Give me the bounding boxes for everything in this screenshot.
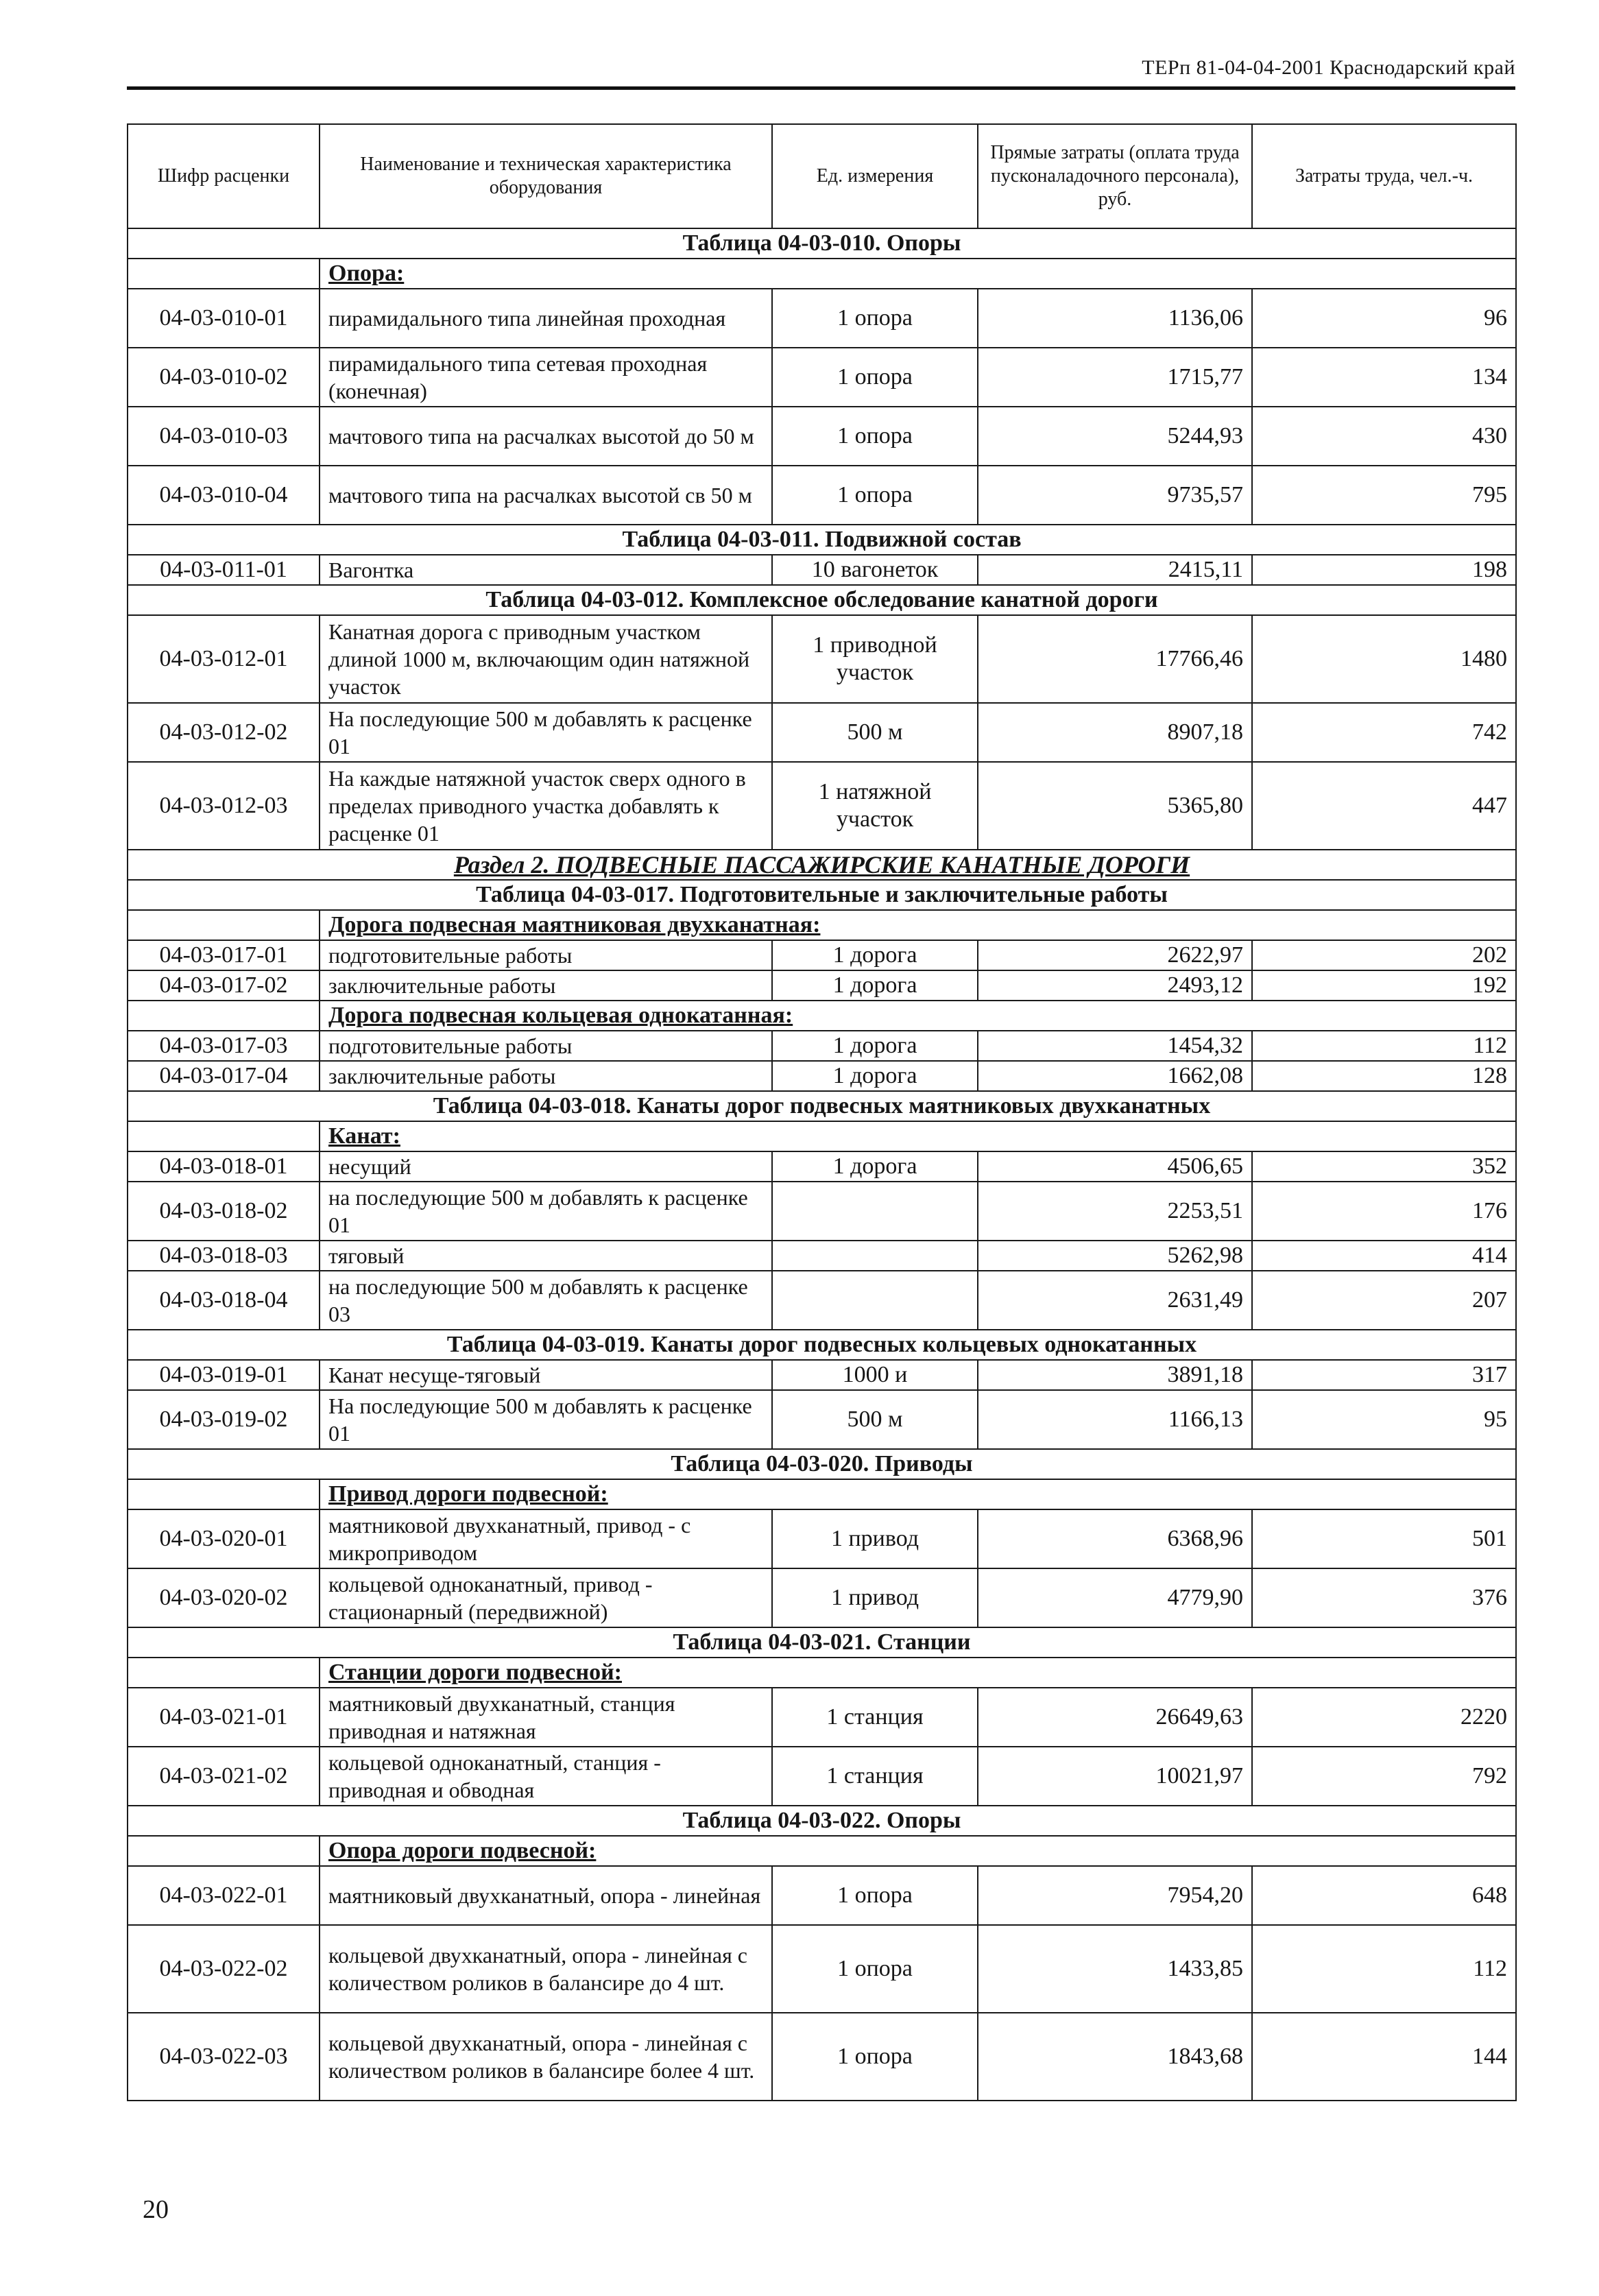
group-title: Привод дороги подвесной: [320, 1479, 1516, 1509]
group-row [128, 259, 1516, 289]
table-row [128, 407, 1516, 466]
rate-unit [772, 1271, 978, 1330]
table-row [128, 1360, 1516, 1390]
rate-labor: 176 [1252, 1182, 1516, 1241]
group-title: Опора: [320, 259, 1516, 289]
rate-cost: 2622,97 [978, 940, 1252, 970]
rate-name: на последующие 500 м добавлять к расценке 03 [320, 1271, 772, 1330]
rate-code: 04-03-020-01 [128, 1509, 320, 1568]
rate-labor: 1480 [1252, 615, 1516, 703]
rate-unit: 500 м [772, 703, 978, 762]
rate-code: 04-03-018-04 [128, 1271, 320, 1330]
rate-name: На последующие 500 м добавлять к расценке 01 [320, 1390, 772, 1449]
group-code-cell [128, 1836, 320, 1866]
table-caption: Таблица 04-03-011. Подвижной состав [128, 525, 1516, 555]
table-caption: Таблица 04-03-017. Подготовительные и заключительные работы [128, 880, 1516, 910]
table-caption-row [128, 850, 1516, 880]
rate-cost: 1166,13 [978, 1390, 1252, 1449]
group-title: Дорога подвесная маятниковая двухканатная: [320, 910, 1516, 940]
rate-labor: 96 [1252, 289, 1516, 348]
rate-unit: 1 опора [772, 466, 978, 525]
table-row [128, 555, 1516, 585]
column-header-labor: Затраты труда, чел.-ч. [1252, 124, 1516, 228]
table-row [128, 703, 1516, 762]
rate-labor: 414 [1252, 1241, 1516, 1271]
rate-unit: 1 опора [772, 289, 978, 348]
rate-unit: 1 дорога [772, 970, 978, 1001]
rate-labor: 648 [1252, 1866, 1516, 1925]
group-row [128, 1479, 1516, 1509]
rate-cost: 26649,63 [978, 1688, 1252, 1747]
rate-cost: 9735,57 [978, 466, 1252, 525]
rate-name: На последующие 500 м добавлять к расценке 01 [320, 703, 772, 762]
rate-name: на последующие 500 м добавлять к расценке 01 [320, 1182, 772, 1241]
table-row [128, 1271, 1516, 1330]
table-header [128, 124, 1516, 228]
rate-cost: 2415,11 [978, 555, 1252, 585]
table-caption: Таблица 04-03-018. Канаты дорог подвесных маятниковых двухканатных [128, 1091, 1516, 1121]
section-title: Раздел 2. ПОДВЕСНЫЕ ПАССАЖИРСКИЕ КАНАТНЫЕ ДОРОГИ [128, 850, 1516, 880]
column-header-name: Наименование и техническая характеристика оборудования [320, 124, 772, 228]
rate-labor: 144 [1252, 2013, 1516, 2101]
rate-cost: 4779,90 [978, 1568, 1252, 1627]
rate-name: кольцевой одноканатный, привод - стационарный (передвижной) [320, 1568, 772, 1627]
rate-name: кольцевой двухканатный, опора - линейная с количеством роликов в балансире более 4 шт. [320, 2013, 772, 2101]
rate-unit: 1 опора [772, 2013, 978, 2101]
rate-name: Вагонтка [320, 555, 772, 585]
table-row [128, 1925, 1516, 2013]
rate-unit: 1 опора [772, 407, 978, 466]
rate-cost: 17766,46 [978, 615, 1252, 703]
rate-labor: 352 [1252, 1151, 1516, 1182]
table-row [128, 1241, 1516, 1271]
rate-name: мачтового типа на расчалках высотой св 50 м [320, 466, 772, 525]
rate-name: Канат несуще-тяговый [320, 1360, 772, 1390]
group-row [128, 1001, 1516, 1031]
column-header-unit: Ед. измерения [772, 124, 978, 228]
table-caption: Таблица 04-03-022. Опоры [128, 1806, 1516, 1836]
column-header-code: Шифр расценки [128, 124, 320, 228]
group-code-cell [128, 1121, 320, 1151]
rate-code: 04-03-012-03 [128, 762, 320, 850]
rate-cost: 1136,06 [978, 289, 1252, 348]
rate-unit: 10 вагонеток [772, 555, 978, 585]
rate-code: 04-03-020-02 [128, 1568, 320, 1627]
rate-labor: 742 [1252, 703, 1516, 762]
page-header [127, 48, 1515, 90]
rate-code: 04-03-012-02 [128, 703, 320, 762]
rate-labor: 501 [1252, 1509, 1516, 1568]
rate-cost: 7954,20 [978, 1866, 1252, 1925]
table-caption-row [128, 1449, 1516, 1479]
rate-labor: 112 [1252, 1925, 1516, 2013]
rate-unit: 1000 и [772, 1360, 978, 1390]
table-row [128, 1031, 1516, 1061]
table-row [128, 289, 1516, 348]
table-row [128, 1568, 1516, 1627]
rate-cost: 5244,93 [978, 407, 1252, 466]
rate-code: 04-03-022-02 [128, 1925, 320, 2013]
table-caption-row [128, 228, 1516, 259]
rate-unit: 1 станция [772, 1747, 978, 1806]
group-title: Станции дороги подвесной: [320, 1658, 1516, 1688]
table-row [128, 1747, 1516, 1806]
table-row [128, 348, 1516, 407]
rate-labor: 198 [1252, 555, 1516, 585]
rate-code: 04-03-018-03 [128, 1241, 320, 1271]
rate-unit: 1 опора [772, 348, 978, 407]
rate-code: 04-03-011-01 [128, 555, 320, 585]
group-code-cell [128, 1001, 320, 1031]
table-caption-row [128, 1627, 1516, 1658]
rate-code: 04-03-017-03 [128, 1031, 320, 1061]
rate-cost: 2493,12 [978, 970, 1252, 1001]
rate-labor: 95 [1252, 1390, 1516, 1449]
rate-cost: 1433,85 [978, 1925, 1252, 2013]
group-row [128, 1836, 1516, 1866]
rate-code: 04-03-018-02 [128, 1182, 320, 1241]
rate-cost: 1715,77 [978, 348, 1252, 407]
rate-name: тяговый [320, 1241, 772, 1271]
rate-labor: 2220 [1252, 1688, 1516, 1747]
rate-unit: 1 натяжной участок [772, 762, 978, 850]
rate-code: 04-03-021-02 [128, 1747, 320, 1806]
table-caption: Таблица 04-03-021. Станции [128, 1627, 1516, 1658]
table-row [128, 762, 1516, 850]
rate-unit: 1 дорога [772, 1061, 978, 1091]
table-caption: Таблица 04-03-012. Комплексное обследование канатной дороги [128, 585, 1516, 615]
rate-name: заключительные работы [320, 1061, 772, 1091]
rate-name: кольцевой одноканатный, станция - приводная и обводная [320, 1747, 772, 1806]
table-caption: Таблица 04-03-019. Канаты дорог подвесных кольцевых однокатанных [128, 1330, 1516, 1360]
table-row [128, 2013, 1516, 2101]
group-code-cell [128, 1658, 320, 1688]
document-title: ТЕРп 81-04-04-2001 Краснодарский край [1142, 56, 1515, 79]
group-title: Дорога подвесная кольцевая однокатанная: [320, 1001, 1516, 1031]
column-header-cost: Прямые затраты (оплата труда пусконаладочного персонала), руб. [978, 124, 1252, 228]
rate-cost: 2253,51 [978, 1182, 1252, 1241]
page-number: 20 [143, 2195, 169, 2224]
table-row [128, 1688, 1516, 1747]
group-code-cell [128, 1479, 320, 1509]
group-code-cell [128, 259, 320, 289]
rate-code: 04-03-017-01 [128, 940, 320, 970]
rate-labor: 128 [1252, 1061, 1516, 1091]
table-row [128, 1866, 1516, 1925]
table-row [128, 1151, 1516, 1182]
group-code-cell [128, 910, 320, 940]
rate-name: несущий [320, 1151, 772, 1182]
rate-cost: 5262,98 [978, 1241, 1252, 1271]
rate-labor: 317 [1252, 1360, 1516, 1390]
rate-unit: 1 опора [772, 1925, 978, 2013]
rate-unit: 500 м [772, 1390, 978, 1449]
rate-unit: 1 привод [772, 1568, 978, 1627]
rate-cost: 1662,08 [978, 1061, 1252, 1091]
rate-labor: 447 [1252, 762, 1516, 850]
rate-unit: 1 привод [772, 1509, 978, 1568]
rate-labor: 430 [1252, 407, 1516, 466]
rate-code: 04-03-010-01 [128, 289, 320, 348]
table-caption: Таблица 04-03-020. Приводы [128, 1449, 1516, 1479]
rate-unit [772, 1182, 978, 1241]
rate-cost: 2631,49 [978, 1271, 1252, 1330]
rate-code: 04-03-012-01 [128, 615, 320, 703]
table-caption-row [128, 1806, 1516, 1836]
rate-code: 04-03-010-04 [128, 466, 320, 525]
table-body [128, 228, 1516, 2101]
rate-name: пирамидального типа линейная проходная [320, 289, 772, 348]
rate-name: подготовительные работы [320, 940, 772, 970]
table-row [128, 1061, 1516, 1091]
table-row [128, 970, 1516, 1001]
rate-cost: 3891,18 [978, 1360, 1252, 1390]
rate-name: На каждые натяжной участок сверх одного в пределах приводного участка добавлять к расценке 01 [320, 762, 772, 850]
rate-code: 04-03-022-01 [128, 1866, 320, 1925]
rate-labor: 134 [1252, 348, 1516, 407]
rate-labor: 795 [1252, 466, 1516, 525]
rate-cost: 10021,97 [978, 1747, 1252, 1806]
rate-cost: 1843,68 [978, 2013, 1252, 2101]
rate-name: подготовительные работы [320, 1031, 772, 1061]
rate-code: 04-03-019-02 [128, 1390, 320, 1449]
rate-name: мачтового типа на расчалках высотой до 50 м [320, 407, 772, 466]
rate-cost: 6368,96 [978, 1509, 1252, 1568]
group-row [128, 910, 1516, 940]
group-title: Канат: [320, 1121, 1516, 1151]
rate-labor: 376 [1252, 1568, 1516, 1627]
rate-code: 04-03-010-03 [128, 407, 320, 466]
rate-labor: 792 [1252, 1747, 1516, 1806]
table-caption: Таблица 04-03-010. Опоры [128, 228, 1516, 259]
rate-code: 04-03-019-01 [128, 1360, 320, 1390]
rate-code: 04-03-018-01 [128, 1151, 320, 1182]
table-caption-row [128, 880, 1516, 910]
table-row [128, 615, 1516, 703]
rate-name: пирамидального типа сетевая проходная (конечная) [320, 348, 772, 407]
rate-unit: 1 дорога [772, 940, 978, 970]
rate-labor: 192 [1252, 970, 1516, 1001]
table-caption-row [128, 585, 1516, 615]
rate-name: маятниковый двухканатный, станция приводная и натяжная [320, 1688, 772, 1747]
table-row [128, 1182, 1516, 1241]
table-row [128, 1390, 1516, 1449]
rate-unit: 1 дорога [772, 1031, 978, 1061]
rate-labor: 207 [1252, 1271, 1516, 1330]
table-caption-row [128, 1091, 1516, 1121]
rate-code: 04-03-017-02 [128, 970, 320, 1001]
group-row [128, 1658, 1516, 1688]
rate-code: 04-03-022-03 [128, 2013, 320, 2101]
rate-name: Канатная дорога с приводным участком длиной 1000 м, включающим один натяжной участок [320, 615, 772, 703]
table-row [128, 1509, 1516, 1568]
rate-code: 04-03-021-01 [128, 1688, 320, 1747]
rate-name: кольцевой двухканатный, опора - линейная с количеством роликов в балансире до 4 шт. [320, 1925, 772, 2013]
rate-unit: 1 опора [772, 1866, 978, 1925]
rate-code: 04-03-017-04 [128, 1061, 320, 1091]
rate-labor: 202 [1252, 940, 1516, 970]
group-row [128, 1121, 1516, 1151]
table-row [128, 466, 1516, 525]
rates-table [127, 123, 1517, 2101]
rate-name: маятниковый двухканатный, опора - линейная [320, 1866, 772, 1925]
rate-unit [772, 1241, 978, 1271]
table-row [128, 940, 1516, 970]
rate-name: заключительные работы [320, 970, 772, 1001]
rate-labor: 112 [1252, 1031, 1516, 1061]
rate-cost: 5365,80 [978, 762, 1252, 850]
table-caption-row [128, 1330, 1516, 1360]
rate-cost: 8907,18 [978, 703, 1252, 762]
rate-cost: 4506,65 [978, 1151, 1252, 1182]
rate-unit: 1 дорога [772, 1151, 978, 1182]
group-title: Опора дороги подвесной: [320, 1836, 1516, 1866]
rate-code: 04-03-010-02 [128, 348, 320, 407]
rate-unit: 1 приводной участок [772, 615, 978, 703]
rate-cost: 1454,32 [978, 1031, 1252, 1061]
rate-name: маятниковой двухканатный, привод - с микроприводом [320, 1509, 772, 1568]
rate-unit: 1 станция [772, 1688, 978, 1747]
table-caption-row [128, 525, 1516, 555]
